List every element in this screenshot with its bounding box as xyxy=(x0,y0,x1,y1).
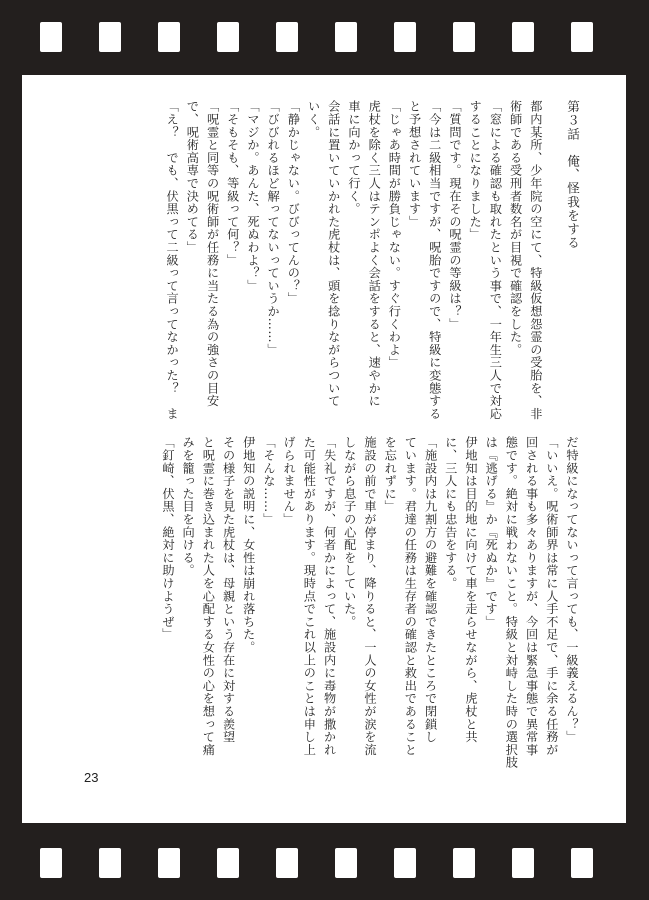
film-perforation-hole xyxy=(512,22,534,52)
film-perforation-hole xyxy=(99,848,121,878)
text-line: みを籠った目を向ける。 xyxy=(181,436,196,577)
text-line: 会話に置いていかれた虎杖は、頭を捻りながらついて xyxy=(326,100,341,408)
chapter-title: 第３話 俺、怪我をする xyxy=(565,100,580,250)
text-line: 「マジか。あんた、死ぬわよ？」 xyxy=(245,100,260,292)
text-line: だ特級になってないって言っても、一級義えるん？」 xyxy=(565,436,579,744)
text-line: た可能性があります。現時点でこれ以上のことは申し上 xyxy=(302,436,317,756)
film-perforation-hole xyxy=(335,22,357,52)
text-line: 「え？ でも、伏黒って二級って言ってなかった？ ま xyxy=(165,100,180,420)
text-line: 「そんな……」 xyxy=(261,436,276,526)
text-line: と予想されています」 xyxy=(407,100,422,228)
film-perforation-hole xyxy=(453,848,475,878)
text-line: しながら息子の心配をしていた。 xyxy=(342,436,357,628)
film-perforation-hole xyxy=(571,848,593,878)
text-line: ています。君達の任務は生存者の確認と救出であること xyxy=(403,436,418,756)
film-perforation-hole xyxy=(40,22,62,52)
novel-page xyxy=(70,100,582,769)
text-line: 回される事も多々ありますが、今回は緊急事態で異常事 xyxy=(524,436,539,756)
text-line: 「施設内は九割方の避難を確認できたところで閉鎖し xyxy=(423,436,438,744)
text-line: げられません」 xyxy=(282,436,297,526)
text-line: 虎杖を除く三人はテンポよく会話をすると、速やかに xyxy=(367,100,382,408)
film-perforation-hole xyxy=(217,848,239,878)
text-line: 態です。絶対に戦わないこと。特級と対峙した時の選択肢 xyxy=(504,436,519,769)
upper-text-block xyxy=(162,100,582,420)
film-perforation-hole xyxy=(394,22,416,52)
text-line: いく。 xyxy=(306,100,321,139)
film-perforation-hole xyxy=(571,22,593,52)
text-line: は『逃げる』か『死ぬか』です」 xyxy=(484,436,499,628)
text-line: に、三人にも忠告をする。 xyxy=(443,436,458,590)
text-line: と呪霊に巻き込まれた人を心配する女性の心を想って痛 xyxy=(201,436,216,756)
text-line: 「釘崎、伏黒、絶対に助けようぜ」 xyxy=(160,436,175,641)
text-line: 伊地知の説明に、女性は崩れ落ちた。 xyxy=(241,436,256,654)
film-perforation-hole xyxy=(276,848,298,878)
text-line: 「いいえ。呪術師界は常に人手不足で、手に余る任務が xyxy=(544,436,559,756)
film-perforation-hole xyxy=(512,848,534,878)
text-line: 施設の前で車が停まり、降りると、一人の女性が涙を流 xyxy=(362,436,377,756)
film-perforation-hole xyxy=(453,22,475,52)
lower-text-block xyxy=(158,436,582,769)
text-line: その様子を見た虎杖は、母親という存在に対する羨望 xyxy=(221,436,236,744)
film-perforation-hole xyxy=(158,22,180,52)
film-perforation-hole xyxy=(158,848,180,878)
text-line: を忘れずに」 xyxy=(383,436,398,513)
text-line: 「びびれるほど解ってないっていうか……」 xyxy=(266,100,281,356)
text-line: 「静かじゃない。びびってんの？」 xyxy=(286,100,301,305)
title-spacer xyxy=(546,100,562,406)
text-line: 「窓による確認も取れたという事で、一年生三人で対応 xyxy=(488,100,503,420)
film-perforation-hole xyxy=(394,848,416,878)
text-line: で、呪術高専で決めてる」 xyxy=(185,100,200,254)
text-line: 術師である受刑者数名が目視で確認をした。 xyxy=(508,100,523,356)
page-number: 23 xyxy=(84,770,99,785)
text-line: 「呪霊と同等の呪術師が任務に当たる為の強さの目安 xyxy=(205,100,220,408)
film-perforation-hole xyxy=(217,22,239,52)
text-line: 「そもそも、等級って何？」 xyxy=(225,100,240,267)
film-perforation-hole xyxy=(40,848,62,878)
film-perforation-hole xyxy=(335,848,357,878)
text-line: 「じゃあ時間が勝負じゃない。すぐ行くわよ」 xyxy=(387,100,402,369)
text-line: 「質問です。現在その呪霊の等級は？」 xyxy=(447,100,462,331)
text-line: 伊地知は目的地に向けて車を走らせながら、虎杖と共 xyxy=(463,436,478,744)
text-line: 都内某所、少年院の空にて、特級仮想怨霊の受胎を、非 xyxy=(528,100,543,420)
text-line: 車に向かって行く。 xyxy=(346,100,361,216)
text-line: することになりました」 xyxy=(468,100,483,241)
text-line: 「失礼ですが、何者かによって、施設内に毒物が撒かれ xyxy=(322,436,337,756)
film-perforation-hole xyxy=(99,22,121,52)
film-perforation-hole xyxy=(276,22,298,52)
text-line: 「今は二級相当ですが、呪胎ですので、特級に変態する xyxy=(427,100,442,420)
